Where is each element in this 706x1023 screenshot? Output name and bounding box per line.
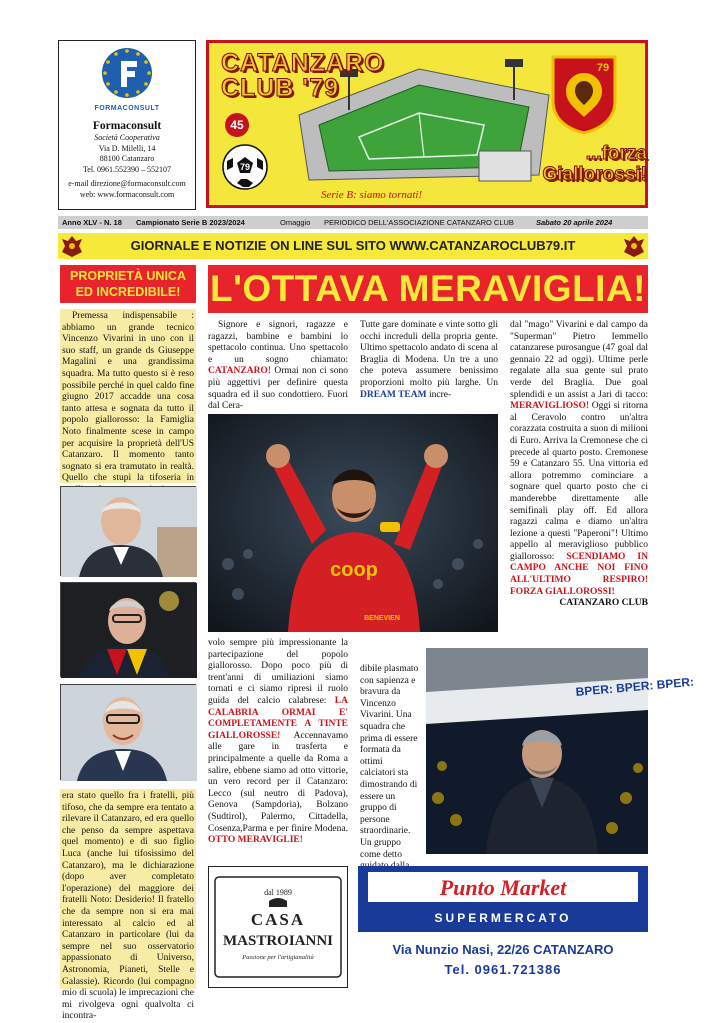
shorts-sponsor: BENEVIEN xyxy=(364,615,400,622)
formaconsult-logo-icon xyxy=(101,47,153,99)
periodical-label: PERIODICO DELL'ASSOCIAZIONE CATANZARO CLUB xyxy=(324,218,514,227)
ad-right-sub: SUPERMERCATO xyxy=(434,911,572,925)
sponsor-type: Società Cooperativa xyxy=(94,133,160,142)
col2-text-a: Tutte gare dominate e vinte sotto gli occhi increduli della propria gente. Ultimo spettacolo andato di scena al Braglia di Modena. Un tre a uno che poteva assumere benissimo proporzioni molto più larghe. Un xyxy=(360,320,498,388)
sidebar-text-bottom: era stato quello fra i fratelli, più tifoso, che da sempre era tentato a rilevare il Catanzaro, ed era quello che penso da sempre aspettava quel momento) e di suo figlio Luca (anche lui tifosissimo del Catanzaro), ma le dichiarazione (dopo aver completato l'operazione) del maggiore dei fratelli Noto: Desiderio! Il fratello che da sempre non si era mai interessato al calcio ed al Catanzaro in particolare (lui da sempre nel suo osservatorio appassionato di Universo, Astronomia, Pianeti, Stelle e Galassie). Ricordo (lui compagno mio di scuola) le imprecazioni che mi rivolgeva ogni qualvolta ci incontra- xyxy=(62,791,194,1022)
website-bar xyxy=(58,233,648,259)
sponsor-address-city: 88100 Catanzaro xyxy=(99,154,155,163)
banner-slogan: Serie B: siamo tornati! xyxy=(321,189,423,201)
ad-right-address: Via Nunzio Nasi, 22/26 CATANZARO xyxy=(392,942,614,957)
article-column-2-continued: dibile plasmato con sapienza e bravura da Vincenzo Vivarini. Una squadra che prima di essere formata da ottimi calciatori sta dimostrando di essere un gruppo di persone straordinarie. Un gruppo come detto xyxy=(360,664,419,860)
sponsor-phone: Tel. 0961.552390 – 552107 xyxy=(82,164,172,174)
ball-number: 79 xyxy=(239,162,251,172)
sidebar-headline-line2: ED INCREDIBILE! xyxy=(75,285,181,299)
article-column-1 xyxy=(208,320,348,413)
website-text[interactable]: GIORNALE E NOTIZIE ON LINE SUL SITO WWW.CATANZAROCLUB79.IT xyxy=(130,238,576,253)
sponsor-web[interactable]: web: www.formaconsult.com xyxy=(79,189,175,199)
col3-text-a: dal "mago" Vivarini e dal campo da "Superman" Pietro Iemmello catanzarese purosangue (47 goal dal gennaio 22 ad oggi). Ultime perle regalate alla sua gente sul prato verde del Braglia. Due goal splendidi e un assist a Jari di tacco: xyxy=(510,320,648,400)
club-title-line2: CLUB '79 xyxy=(221,74,340,102)
sidebar-text-top: Premessa indispensabile : abbiamo un grande tecnico Vincenzo Vivarini in uno con il suo staff, un grande ds Giuseppe Magalini e una grandissima squadra. Ma tutto questo si è reso possibile perché in quel caldo fine giugno 2017 accadde una cosa tanto attesa e sognata da tutto il popolo giallorosso: la Famiglia Noto finalmente scese in campo per acquisire la proprietà dell'US Catanzaro. Il momento tanto sognato si era tramutato in realtà. Quello che stupì la tifoseria in xyxy=(62,311,194,484)
eagle-right-icon xyxy=(622,233,646,259)
issue-number: Anno XLV - N. 18 xyxy=(62,218,122,227)
issue-info-bar xyxy=(58,216,648,229)
col1-text-a: Signore e signori, ragazze e ragazzi, bambine e bambini lo spettacolo continua. Uno spettacolo e un sogno chiamato: xyxy=(208,320,348,365)
col2-text-b: incre- xyxy=(428,389,452,400)
club-title-line1: CATANZARO xyxy=(221,49,385,77)
col2-highlight: DREAM TEAM xyxy=(360,389,427,400)
forza-slogan xyxy=(479,143,647,185)
shirt-sponsor: coop xyxy=(330,559,378,581)
ad-punto-market[interactable] xyxy=(358,866,648,988)
photo-player-celebrating xyxy=(208,414,498,632)
col1-text-b: Ormai non ci sono più aggettivi per definire questa squadra ed il suo condottiero. Fuori dal Cera- xyxy=(208,366,348,412)
col1b-text-b: Accennavamo alle gare in trasferta e principalmente a quelle da Roma a salire, ebbene siamo ad otto vittorie, un vero record per il Catanzaro: Lecco (sul neutro di Padova), Genova (Sampdoria), Bolzano (Sudtirol), Palermo, Cittadella, Cosenza,Parma e per finire Modena. xyxy=(208,730,348,834)
article-signature: CATANZARO CLUB xyxy=(559,598,648,609)
col1-highlight: CATANZARO! xyxy=(208,366,271,377)
formaconsult-brand: FORMACONSULT xyxy=(94,105,160,112)
ad-right-name: Punto Market xyxy=(439,875,567,900)
sponsor-email[interactable]: e-mail direzione@formaconsult.com xyxy=(68,179,186,188)
ad-right-phone: Tel. 0961.721386 xyxy=(444,962,562,977)
photo-luca-noto xyxy=(60,582,196,677)
photo-coach-vivarini xyxy=(426,648,695,854)
crest-number: 79 xyxy=(596,62,610,74)
masthead-banner xyxy=(206,40,648,208)
board-sponsor: BPER: BPER: BPER: xyxy=(575,674,695,699)
main-headline: L'OTTAVA MERAVIGLIA! xyxy=(208,265,648,313)
eagle-left-icon xyxy=(60,233,84,259)
league-season: Campionato Serie B 2023/2024 xyxy=(136,218,245,227)
ad-left-tagline: Passione per l'artigianalità xyxy=(242,954,314,961)
col3-text-b: Oggi si ritorna al Ceravolo contro un'altra corazzata costruita a suon di milioni di Euro. Arriva la Cremonese che ci precede al quarto posto. Cremonese 59 e Catanzaro 55. Una vittoria ed allora potremmo cominciare a sognare quel quarto posto che ci manderebbe direttamente alle semifinali play off. Ed allora ragazzi calma e diamo un'altra lezione a questi "Paperoni"! Ultimo appello al meraviglioso pubblico giallorosso: xyxy=(510,401,648,562)
sidebar-headline xyxy=(60,265,196,303)
col3-highlight-1: MERAVIGLIOSO! xyxy=(510,401,590,412)
forza-line1: ...forza xyxy=(585,143,647,164)
punto-market-logo xyxy=(358,866,648,988)
forza-line2: Giallorossi! xyxy=(542,164,647,185)
col1b-text-a: volo sempre più impressionante la partecipazione del popolo giallorosso. Dopo poco più di trent'anni di umiliazioni siamo tornati e ci siamo ripresi il ruolo guida del calcio calabrese: xyxy=(208,638,348,706)
sponsor-address-street: Via D. Milelli, 14 xyxy=(98,143,156,153)
ad-left-since: dal 1989 xyxy=(264,888,292,897)
ad-left-name2: MASTROIANNI xyxy=(222,933,334,949)
col1b-highlight-2: OTTO MERAVIGLIE! xyxy=(208,835,303,846)
sidebar-headline-line1: PROPRIETÀ UNICA xyxy=(70,269,186,283)
article-column-1-continued xyxy=(208,638,348,858)
soccer-ball-icon xyxy=(221,143,269,191)
sponsor-name: Formaconsult xyxy=(92,120,162,132)
issue-date: Sabato 20 aprile 2024 xyxy=(536,218,613,227)
casa-mastroianni-logo xyxy=(209,867,347,987)
ad-casa-mastroianni[interactable] xyxy=(208,866,348,988)
col1b-highlight: LA CALABRIA ORMAI E' COMPLETAMENTE A TINTE GIALLOROSSE! xyxy=(208,695,348,741)
anniversary-badge: 45 xyxy=(225,113,249,137)
article-column-2 xyxy=(360,320,498,401)
formaconsult-sponsor-box xyxy=(58,40,196,210)
club-crest-icon xyxy=(549,53,619,135)
ad-left-name1: CASA xyxy=(250,910,306,929)
club-title xyxy=(221,51,385,101)
photo-floriano-noto xyxy=(60,486,196,576)
col3-highlight-2: SCENDIAMO IN CAMPO ANCHE NOI FINO ALL'ULTIMO RESPIRO! FORZA GIALLOROSSI! xyxy=(510,551,648,597)
gift-label: Omaggio xyxy=(280,218,311,227)
photo-desiderio-noto xyxy=(60,684,196,780)
article-column-3 xyxy=(510,320,648,610)
